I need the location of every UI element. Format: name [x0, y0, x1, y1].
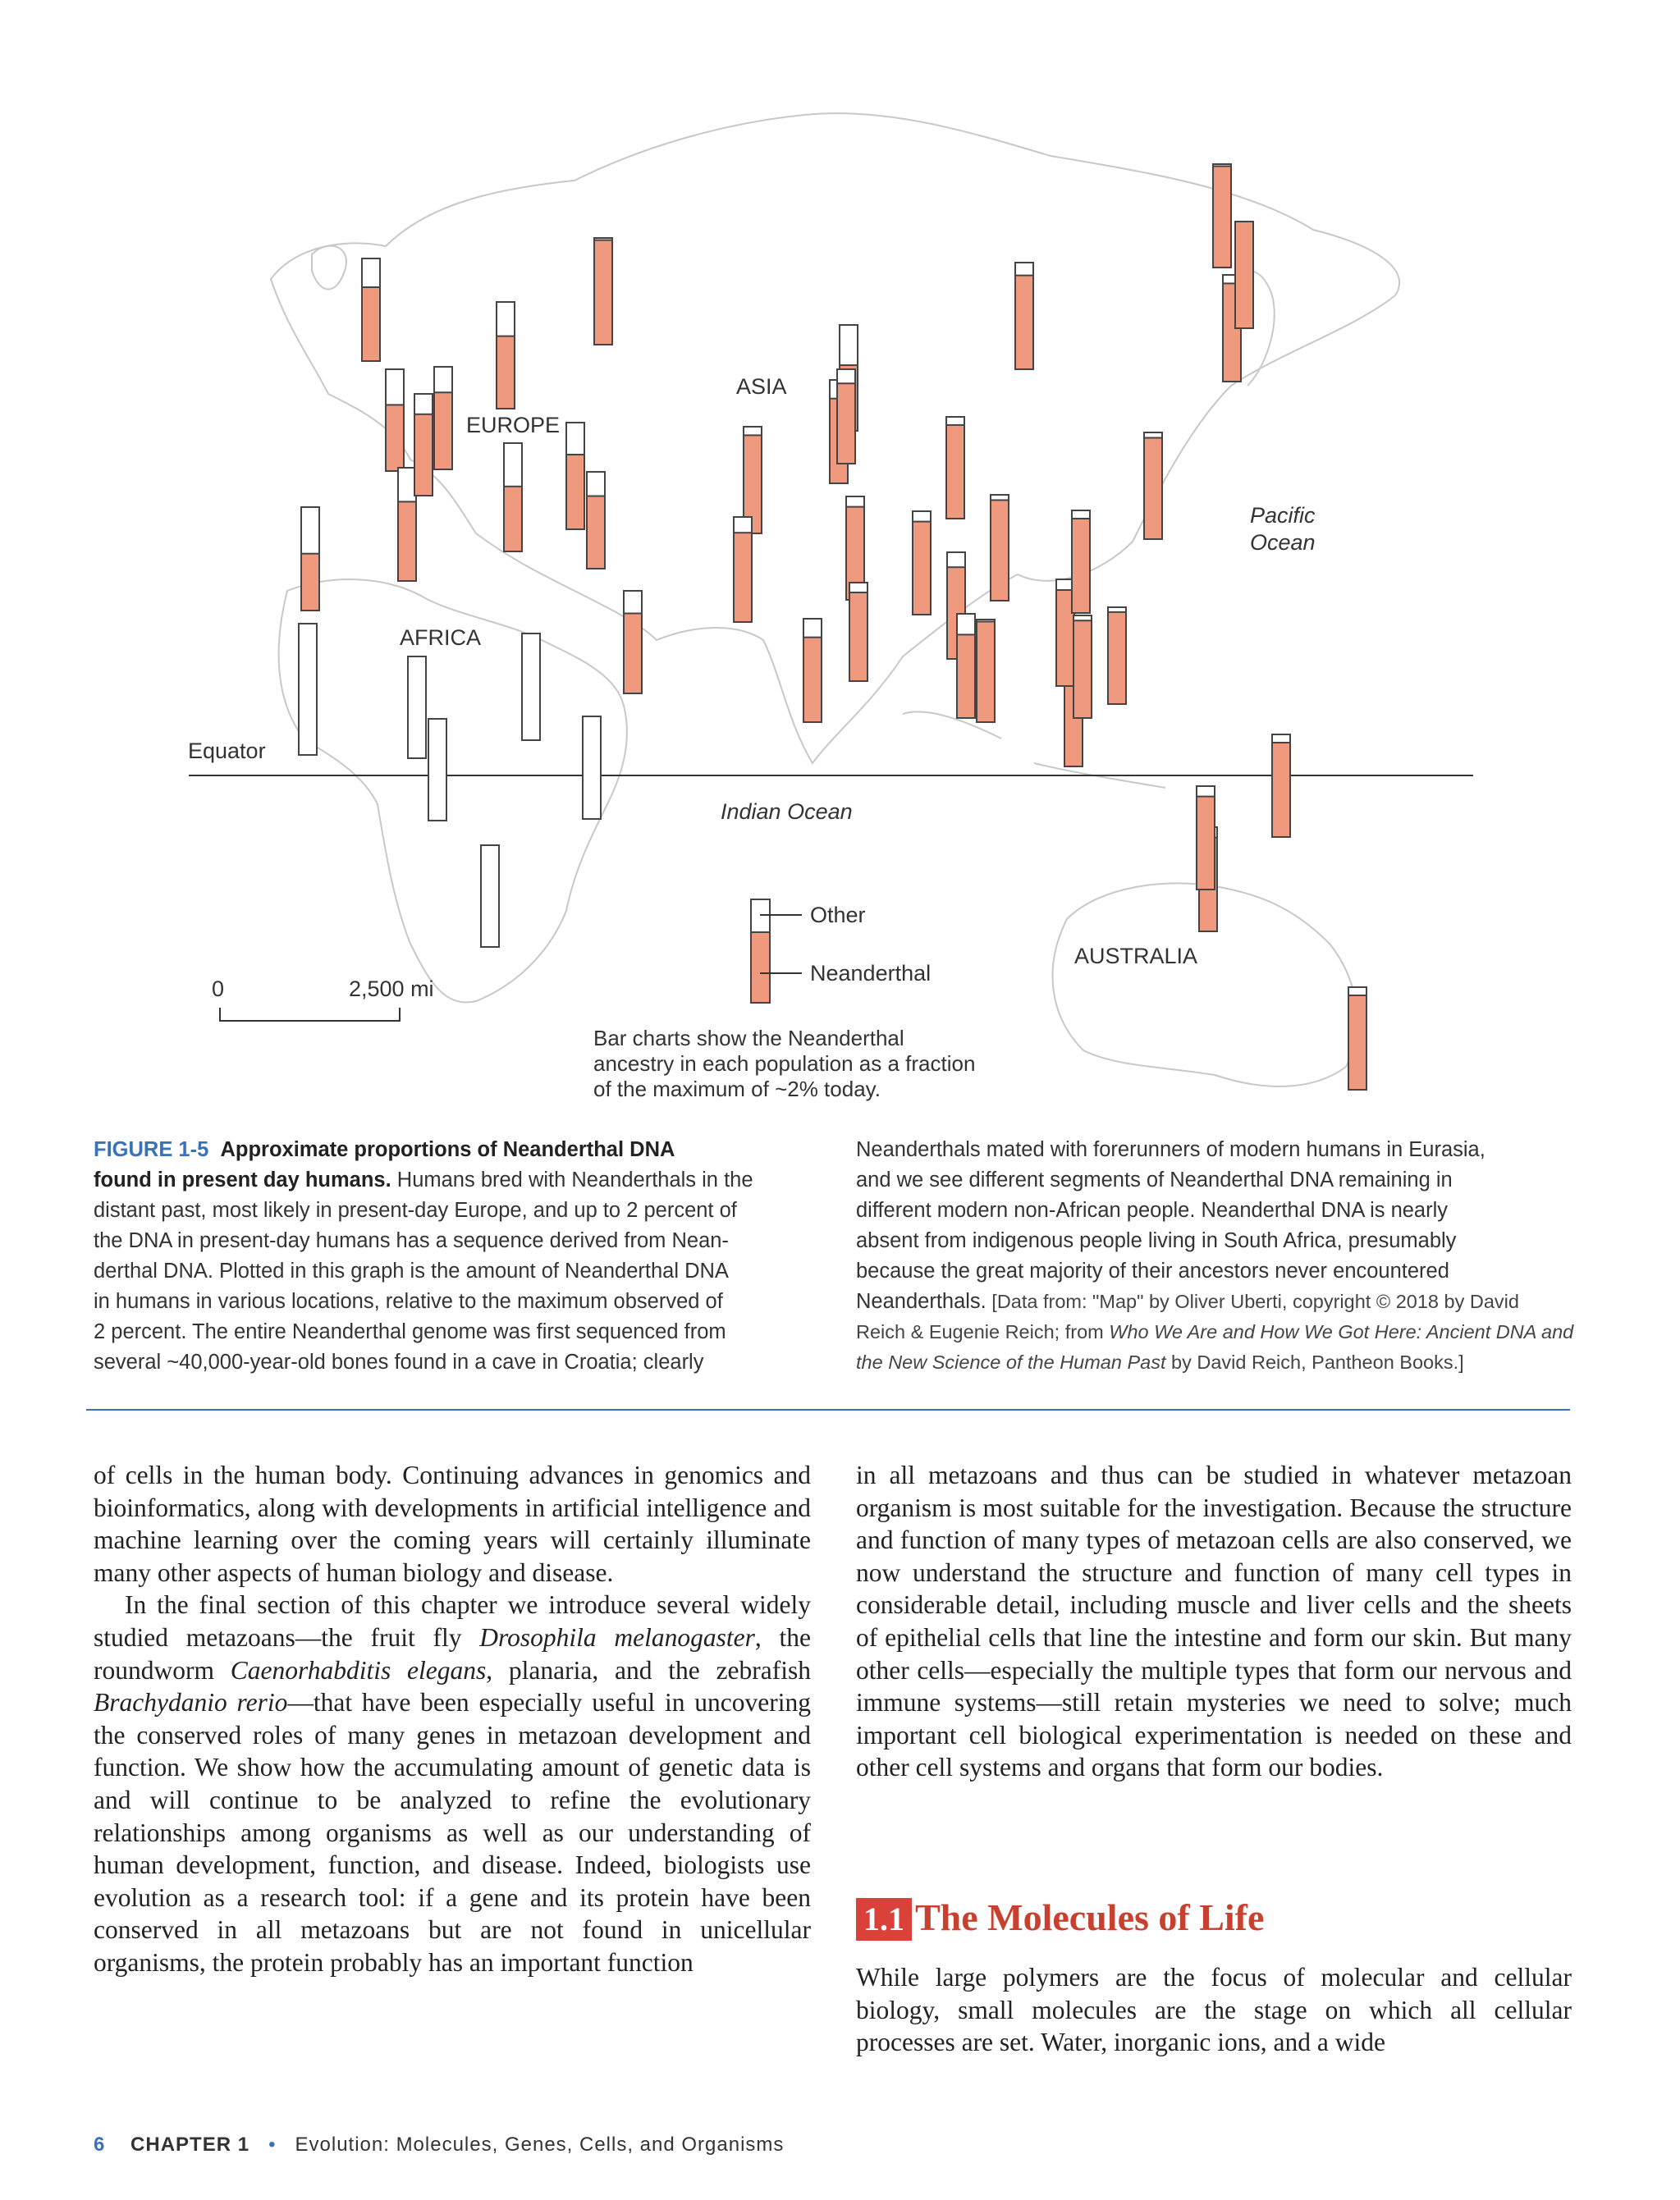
body-column-right-2: [856, 1961, 1572, 2059]
figure-label: FIGURE 1-5: [94, 1138, 209, 1161]
neanderthal-fraction-fill: [1073, 620, 1092, 718]
neanderthal-fraction-fill: [991, 500, 1009, 601]
paragraph-text: , the roundworm: [94, 1622, 811, 1685]
figure-caption-left: [94, 1135, 816, 1378]
neanderthal-fraction-fill: [362, 287, 380, 361]
paragraph: of cells in the human body. Continuing advances in genomics and bioinformatics, along with developments in artificial intelligence and machine learning over the coming years will certainly illuminate many other aspects of human biology and disease.: [94, 1461, 811, 1587]
neanderthal-fraction-fill: [566, 455, 584, 529]
caption-source: Reich & Eugenie Reich; from: [856, 1321, 1110, 1342]
caption-title-1: Approximate proportions of Neanderthal DNA: [220, 1138, 675, 1161]
chapter-label: CHAPTER 1: [130, 2134, 250, 2156]
caption-source: [Data from: "Map" by Oliver Uberti, copyright © 2018 by David: [986, 1291, 1519, 1312]
caption-text: Neanderthals.: [856, 1290, 986, 1313]
footer-separator: •: [268, 2134, 277, 2156]
indian-ocean-label: Indian Ocean: [721, 799, 853, 824]
chapter-title: Evolution: Molecules, Genes, Cells, and Organisms: [295, 2134, 785, 2156]
legend-other-label: Other: [810, 903, 866, 927]
neanderthal-fraction-fill: [434, 392, 452, 469]
neanderthal-fraction-fill: [1144, 438, 1162, 540]
caption-line: and we see different segments of Neanderthal DNA remaining in: [856, 1169, 1453, 1191]
neanderthal-fraction-fill: [957, 634, 975, 718]
section-heading: [856, 1896, 1264, 1941]
caption-line: [856, 1287, 1578, 1317]
legend-neanderthal-label: Neanderthal: [810, 961, 932, 986]
paragraph: [94, 1589, 811, 1978]
caption-line: [856, 1317, 1578, 1347]
neanderthal-fraction-fill: [504, 487, 522, 551]
neanderthal-fraction-fill: [497, 336, 515, 409]
asia-label: ASIA: [736, 374, 787, 399]
caption-line: [94, 1135, 816, 1165]
neanderthal-fraction-fill: [977, 622, 995, 723]
neanderthal-fraction-fill: [1235, 222, 1253, 328]
scale-bar: [212, 977, 434, 1021]
map-note: [593, 1026, 1086, 1102]
caption-line: [94, 1165, 816, 1196]
map-note-line: Bar charts show the Neanderthal: [593, 1026, 904, 1050]
caption-text: Humans bred with Neanderthals in the: [391, 1169, 753, 1191]
legend: [751, 899, 931, 1003]
neanderthal-fraction-fill: [301, 554, 319, 611]
pacific-ocean-label-1: Pacific: [1250, 503, 1316, 528]
neanderthal-fraction-fill: [1108, 612, 1126, 704]
body-column-right: [856, 1459, 1572, 1784]
pacific-ocean-label-2: Ocean: [1250, 530, 1316, 555]
legend-bar-neanderthal: [751, 932, 770, 1003]
paragraph: in all metazoans and thus can be studied in whatever metazoan organism is most suitable for the investigation. Because the structure and function of many types of metazoan cells are also conserved, we now understand the structure and function of many cell types in considerable detail, including muscle and liver cells and the sheets of epithelial cells that line the intestine and form our skin. But many other cells—especially the multiple types that form our nervous and immune systems—still retain mysteries we need to solve; much important cell biological experimentation is needed on these and other cell systems and organs that form our bodies.: [856, 1461, 1572, 1782]
neanderthal-fraction-fill: [594, 240, 612, 345]
scale-max-label: 2,500 mi: [349, 977, 434, 1001]
caption-divider: [86, 1409, 1570, 1411]
section-number: 1.1: [856, 1898, 912, 1941]
body-column-left: [94, 1459, 811, 1979]
equator-label: Equator: [188, 739, 266, 763]
page-footer: [94, 2134, 784, 2157]
population-bar: [583, 716, 601, 819]
caption-line: in humans in various locations, relative to the maximum observed of: [94, 1290, 723, 1313]
population-bar: [481, 845, 499, 947]
caption-line: distant past, most likely in present-day Europe, and up to 2 percent of: [94, 1199, 737, 1222]
paragraph-text: , planaria, and the zebrafish: [486, 1655, 812, 1685]
neanderthal-fraction-fill: [1213, 167, 1231, 268]
paragraph: While large polymers are the focus of molecular and cellular biology, small molecules are the stage on which all cellular processes are set. Water, inorganic ions, and a wide: [856, 1963, 1572, 2057]
species-name: Drosophila melanogaster: [479, 1622, 755, 1652]
caption-line: absent from indigenous people living in South Africa, presumably: [856, 1229, 1457, 1252]
scale-zero-label: 0: [212, 977, 225, 1001]
caption-source: by David Reich, Pantheon Books.]: [1165, 1352, 1464, 1373]
population-bar: [428, 719, 446, 821]
neanderthal-fraction-fill: [1015, 276, 1033, 369]
caption-line: different modern non-African people. Neanderthal DNA is nearly: [856, 1199, 1449, 1222]
figure-caption-right: [856, 1135, 1578, 1378]
paragraph-text: —that have been especially useful in uncovering the conserved roles of many genes in metazoan development and function. We show how the accumulating amount of genetic data is and will continue to be analyzed to refine the evolutionary relationships among organisms as well as our understanding of human development, function, and disease. Indeed, biologists use evolution as a research tool: if a gene and its protein have been conserved in all metazoans but are not found in unicellular organisms, the protein probably has an important function: [94, 1688, 811, 1977]
neanderthal-fraction-fill: [386, 405, 404, 471]
species-name: Brachydanio rerio: [94, 1688, 288, 1717]
europe-label: EUROPE: [466, 413, 561, 437]
africa-label: AFRICA: [400, 625, 482, 650]
map-note-line: of the maximum of ~2% today.: [593, 1077, 881, 1101]
population-bar: [299, 624, 317, 755]
caption-title-2: found in present day humans.: [94, 1169, 391, 1191]
neanderthal-fraction-fill: [1272, 743, 1290, 837]
population-bar: [408, 656, 426, 758]
neanderthal-fraction-fill: [803, 638, 822, 722]
australia-label: AUSTRALIA: [1074, 944, 1198, 968]
map-note-line: ancestry in each population as a fraction: [593, 1051, 976, 1076]
neanderthal-fraction-fill: [946, 425, 964, 519]
neanderthal-fraction-fill: [837, 383, 855, 464]
caption-line: Neanderthals mated with forerunners of modern humans in Eurasia,: [856, 1138, 1485, 1161]
book-title: the New Science of the Human Past: [856, 1352, 1166, 1373]
neanderthal-fraction-fill: [587, 496, 605, 569]
caption-line: derthal DNA. Plotted in this graph is the amount of Neanderthal DNA: [94, 1260, 729, 1283]
neanderthal-fraction-fill: [1197, 797, 1215, 890]
neanderthal-fraction-fill: [414, 414, 433, 496]
neanderthal-fraction-fill: [913, 522, 931, 615]
caption-line: several ~40,000-year-old bones found in a cave in Croatia; clearly: [94, 1351, 704, 1374]
page-number: 6: [94, 2134, 106, 2156]
neanderthal-fraction-fill: [1348, 995, 1366, 1090]
neanderthal-fraction-fill: [624, 614, 642, 694]
caption-line: [856, 1347, 1578, 1378]
section-title: The Molecules of Life: [915, 1896, 1265, 1938]
neanderthal-fraction-fill: [1072, 519, 1090, 613]
caption-line: 2 percent. The entire Neanderthal genome was first sequenced from: [94, 1320, 726, 1343]
neanderthal-fraction-fill: [734, 533, 752, 622]
caption-line: because the great majority of their ancestors never encountered: [856, 1260, 1449, 1283]
caption-line: the DNA in present-day humans has a sequence derived from Nean-: [94, 1229, 729, 1252]
neanderthal-fraction-fill: [398, 501, 416, 581]
neanderthal-fraction-fill: [849, 592, 867, 681]
species-name: Caenorhabditis elegans: [230, 1655, 487, 1685]
population-bar: [522, 633, 540, 740]
book-title: Who We Are and How We Got Here: Ancient DNA and: [1109, 1321, 1574, 1342]
paragraph-text: In the final section of this chapter we introduce several widely studied metazoans—the fruit fly: [94, 1590, 811, 1652]
